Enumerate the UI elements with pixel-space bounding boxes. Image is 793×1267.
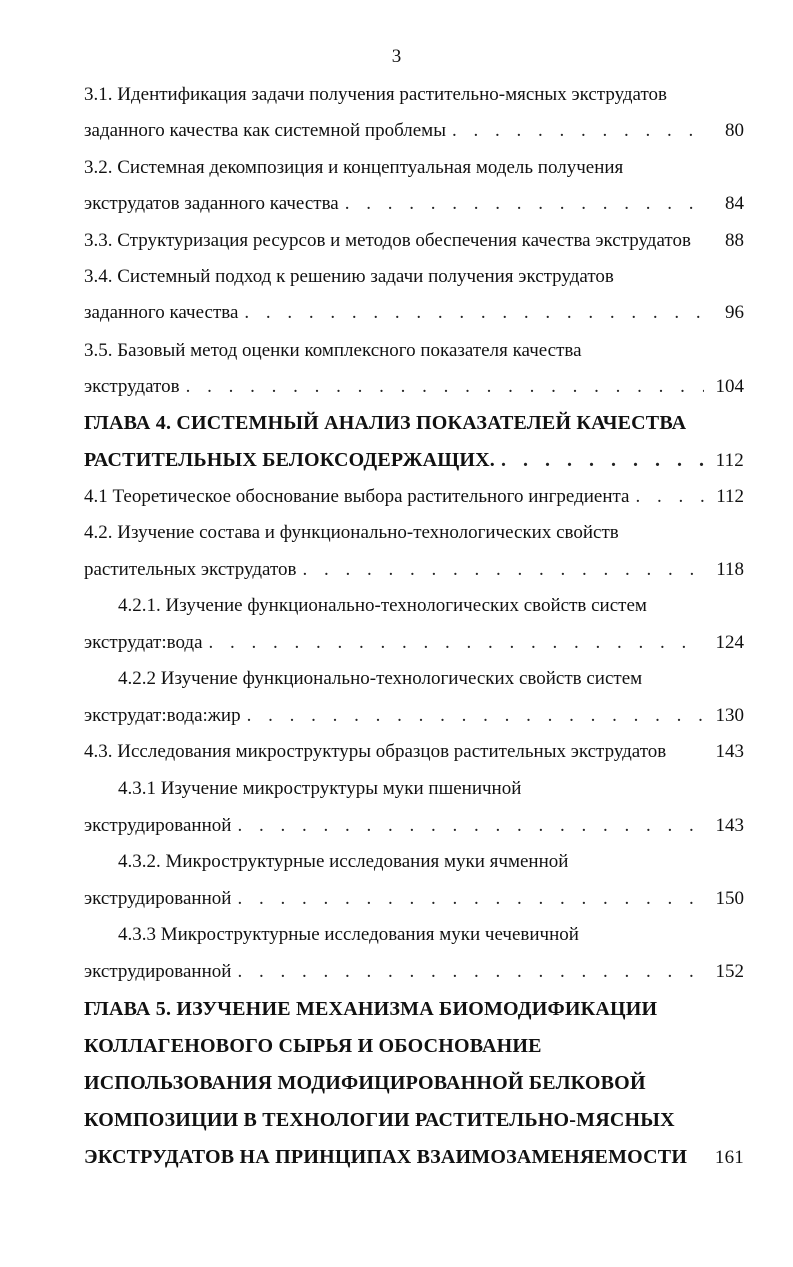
dot-leader bbox=[231, 884, 704, 914]
toc-page-number: 80 bbox=[725, 120, 744, 141]
chapter-title: ИСПОЛЬЗОВАНИЯ МОДИФИЦИРОВАННОЙ БЕЛКОВОЙ bbox=[84, 1072, 646, 1094]
chapter-title: КОМПОЗИЦИИ В ТЕХНОЛОГИИ РАСТИТЕЛЬНО-МЯСНЫХ bbox=[84, 1109, 675, 1131]
chapter-heading bbox=[84, 445, 744, 475]
chapter-title: ГЛАВА 4. СИСТЕМНЫЙ АНАЛИЗ ПОКАЗАТЕЛЕЙ КАЧЕСТВА bbox=[84, 412, 687, 434]
toc-page-number: 150 bbox=[715, 888, 744, 909]
dot-leader bbox=[296, 555, 704, 585]
toc-line bbox=[84, 737, 744, 767]
toc-page-number: 130 bbox=[715, 705, 744, 726]
toc-entry-text: 3.2. Системная декомпозиция и концептуальная модель получения bbox=[84, 157, 624, 178]
toc-entry-text: заданного качества как системной проблемы bbox=[84, 120, 446, 141]
dot-leader bbox=[231, 811, 704, 841]
toc-line bbox=[84, 884, 744, 914]
dot-leader bbox=[203, 628, 704, 658]
chapter-title: ГЛАВА 5. ИЗУЧЕНИЕ МЕХАНИЗМА БИОМОДИФИКАЦИИ bbox=[84, 998, 658, 1020]
chapter-heading bbox=[84, 994, 744, 1024]
toc-entry-text: экструдат:вода:жир bbox=[84, 705, 241, 726]
page-number: 3 bbox=[391, 46, 402, 67]
toc-entry-text: 4.2.2 Изучение функционально-технологических свойств систем bbox=[118, 668, 643, 689]
dot-leader bbox=[495, 445, 704, 475]
toc-line bbox=[84, 372, 744, 402]
chapter-heading bbox=[84, 1068, 744, 1098]
toc-entry-text: 4.2. Изучение состава и функционально-технологических свойств bbox=[84, 522, 619, 543]
dot-leader bbox=[339, 189, 704, 219]
dot-leader bbox=[629, 482, 704, 512]
toc-page-number: 124 bbox=[715, 632, 744, 653]
toc-entry-text: 4.3. Исследования микроструктуры образцов растительных экструдатов bbox=[84, 741, 667, 762]
chapter-title: ЭКСТРУДАТОВ НА ПРИНЦИПАХ ВЗАИМОЗАМЕНЯЕМОСТИ bbox=[84, 1146, 688, 1168]
toc-entry-text: заданного качества bbox=[84, 302, 239, 323]
toc-line bbox=[118, 920, 744, 950]
toc-entry-text: 4.3.3 Микроструктурные исследования муки чечевичной bbox=[118, 924, 579, 945]
toc-line bbox=[84, 262, 744, 292]
toc-line bbox=[84, 957, 744, 987]
toc-page-number: 118 bbox=[716, 559, 744, 580]
toc-line bbox=[84, 811, 744, 841]
toc-entry-text: 4.3.1 Изучение микроструктуры муки пшеничной bbox=[118, 778, 522, 799]
toc-line bbox=[84, 336, 744, 366]
chapter-heading bbox=[84, 1031, 744, 1061]
toc-entry-text: экструдатов bbox=[84, 376, 180, 397]
chapter-title: РАСТИТЕЛЬНЫХ БЕЛОКСОДЕРЖАЩИХ. bbox=[84, 449, 495, 471]
toc-page-number: 112 bbox=[715, 450, 744, 471]
dot-leader bbox=[241, 701, 704, 731]
chapter-heading bbox=[84, 1105, 744, 1135]
chapter-title: КОЛЛАГЕНОВОГО СЫРЬЯ И ОБОСНОВАНИЕ bbox=[84, 1035, 542, 1057]
toc-page-number: 104 bbox=[715, 376, 744, 397]
toc-page-number: 84 bbox=[725, 193, 744, 214]
toc-entry-text: 3.4. Системный подход к решению задачи получения экструдатов bbox=[84, 266, 614, 287]
toc-entry-text: 4.1 Теоретическое обоснование выбора растительного ингредиента bbox=[84, 486, 630, 507]
toc-page-number: 143 bbox=[715, 741, 744, 762]
toc-page-number: 88 bbox=[725, 230, 744, 251]
chapter-heading bbox=[84, 1142, 744, 1172]
toc-line bbox=[118, 774, 744, 804]
toc-line bbox=[84, 518, 744, 548]
toc-entry-text: 4.2.1. Изучение функционально-технологических свойств систем bbox=[118, 595, 647, 616]
toc-line bbox=[118, 664, 744, 694]
toc-line bbox=[84, 482, 744, 512]
dot-leader bbox=[446, 116, 704, 146]
toc-line bbox=[84, 189, 744, 219]
toc-page-number: 96 bbox=[725, 302, 744, 323]
toc-entry-text: 3.3. Структуризация ресурсов и методов обеспечения качества экструдатов bbox=[84, 230, 691, 251]
toc-line bbox=[84, 298, 744, 328]
toc-page-number: 161 bbox=[714, 1147, 744, 1168]
chapter-heading bbox=[84, 408, 744, 438]
dot-leader bbox=[180, 372, 704, 402]
toc-entry-text: экструдированной bbox=[84, 815, 232, 836]
toc-page-number: 143 bbox=[715, 815, 744, 836]
toc-entry-text: 4.3.2. Микроструктурные исследования муки ячменной bbox=[118, 851, 569, 872]
toc-entry-text: экструдированной bbox=[84, 888, 232, 909]
toc-line bbox=[84, 701, 744, 731]
toc-line bbox=[84, 226, 744, 256]
toc-line bbox=[118, 847, 744, 877]
toc-line bbox=[84, 116, 744, 146]
toc-line bbox=[84, 80, 744, 110]
toc-entry-text: растительных экструдатов bbox=[84, 559, 297, 580]
dot-leader bbox=[231, 957, 704, 987]
toc-entry-text: экструдат:вода bbox=[84, 632, 203, 653]
toc-entry-text: экструдатов заданного качества bbox=[84, 193, 339, 214]
toc-line bbox=[84, 628, 744, 658]
toc-page-number: 112 bbox=[716, 486, 744, 507]
toc-page-number: 152 bbox=[715, 961, 744, 982]
toc-line bbox=[84, 153, 744, 183]
toc-line bbox=[84, 555, 744, 585]
toc-entry-text: 3.1. Идентификация задачи получения растительно-мясных экструдатов bbox=[84, 84, 668, 105]
toc-entry-text: 3.5. Базовый метод оценки комплексного показателя качества bbox=[84, 340, 582, 361]
toc-entry-text: экструдированной bbox=[84, 961, 232, 982]
dot-leader bbox=[238, 298, 704, 328]
toc-line bbox=[118, 591, 744, 621]
